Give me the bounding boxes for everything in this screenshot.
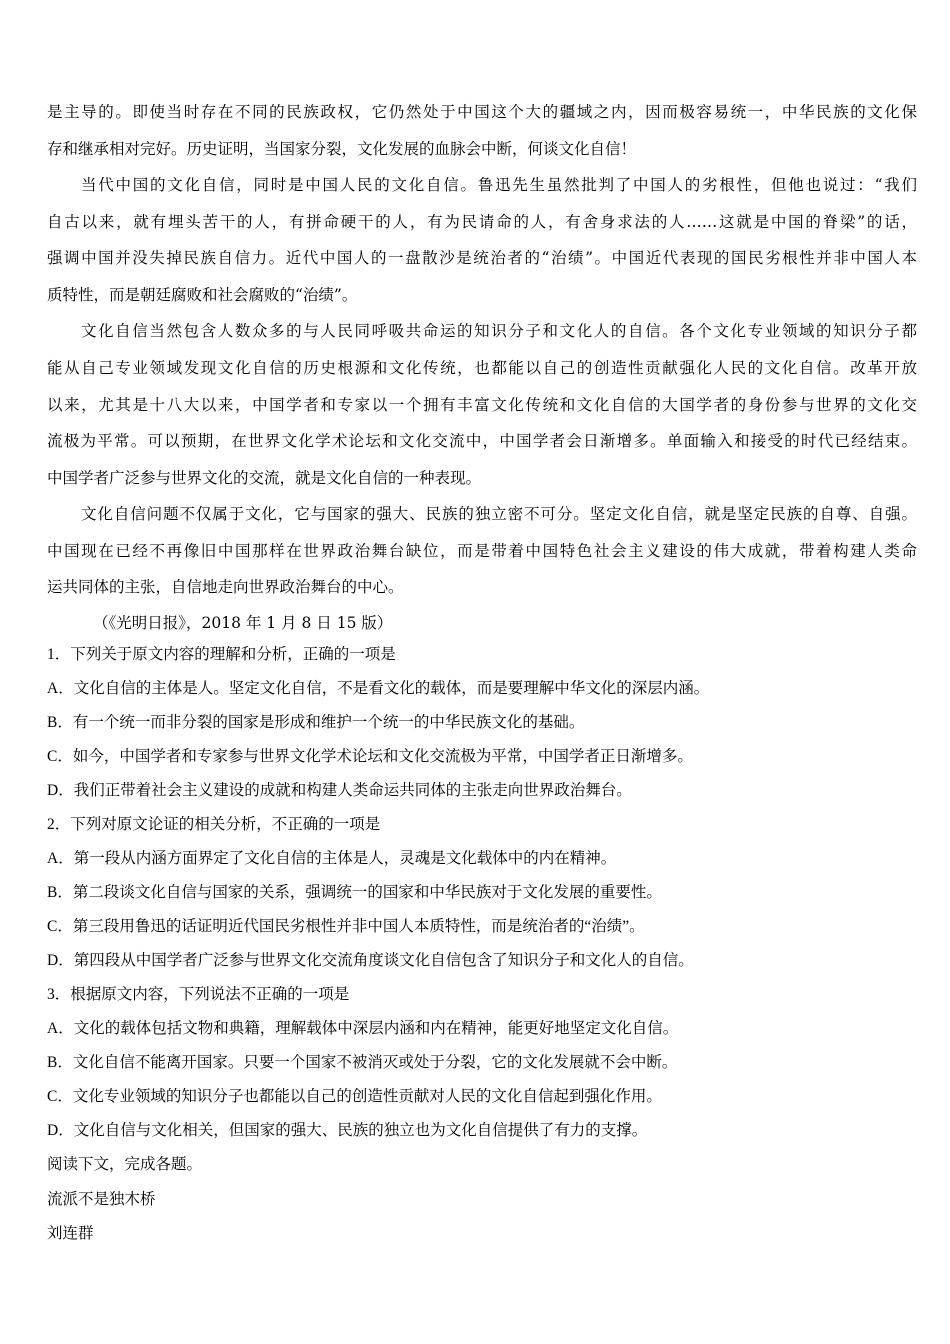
question-option: A．文化的载体包括文物和典籍，理解载体中深层内涵和内在精神，能更好地坚定文化自信。 <box>47 1020 679 1037</box>
question-option: A．文化自信的主体是人。坚定文化自信，不是看文化的载体，而是要理解中华文化的深层内涵。 <box>47 680 710 697</box>
passage-line: 强调中国并没失掉民族自信力。近代中国人的一盘散沙是统治者的“治绩”。中国近代表现的国民劣根性并非中国人本 <box>47 249 917 267</box>
section-instruction: 阅读下文，完成各题。 <box>47 1156 203 1173</box>
passage-line: 文化自信当然包含人数众多的与人民同呼吸共命运的知识分子和文化人的自信。各个文化专业领域的知识分子都 <box>81 322 917 340</box>
passage-line: 是主导的。即使当时存在不同的民族政权，它仍然处于中国这个大的疆域之内，因而极容易统一，中华民族的文化保 <box>47 103 917 121</box>
passage-line: 文化自信问题不仅属于文化，它与国家的强大、民族的独立密不可分。坚定文化自信，就是坚定民族的自尊、自强。 <box>81 505 917 523</box>
passage-line: 质特性，而是朝廷腐败和社会腐败的“治绩”。 <box>47 286 358 304</box>
passage-line: 能从自己专业领域发现文化自信的历史根源和文化传统，也都能以自己的创造性贡献强化人民的文化自信。改革开放 <box>47 359 917 377</box>
passage-line: 中国学者广泛参与世界文化的交流，就是文化自信的一种表现。 <box>47 469 482 487</box>
question-option: D．我们正带着社会主义建设的成就和构建人类命运共同体的主张走向世界政治舞台。 <box>47 782 632 799</box>
passage-line: 自古以来，就有埋头苦干的人，有拼命硬干的人，有为民请命的人，有舍身求法的人……这就是中国的脊梁”的话， <box>47 213 917 231</box>
passage-line: 当代中国的文化自信，同时是中国人民的文化自信。鲁迅先生虽然批判了中国人的劣根性，但他也说过：“我们 <box>81 176 917 194</box>
passage-line: 中国现在已经不再像旧中国那样在世界政治舞台缺位，而是带着中国特色社会主义建设的伟大成就，带着构建人类命 <box>47 542 917 560</box>
question-option: B．文化自信不能离开国家。只要一个国家不被消灭或处于分裂，它的文化发展就不会中断。 <box>47 1054 678 1071</box>
question-option: C．如今，中国学者和专家参与世界文化学术论坛和文化交流极为平常，中国学者正日渐增多。 <box>47 748 693 765</box>
question-option: A．第一段从内涵方面界定了文化自信的主体是人，灵魂是文化载体中的内在精神。 <box>47 850 617 867</box>
question-option: C．文化专业领域的知识分子也都能以自己的创造性贡献对人民的文化自信起到强化作用。 <box>47 1088 662 1105</box>
passage-source: （《光明日报》，2018 年 1 月 8 日 15 版） <box>93 614 393 632</box>
question-stem: 2．下列对原文论证的相关分析，不正确的一项是 <box>47 816 381 833</box>
question-stem: 1．下列关于原文内容的理解和分析，正确的一项是 <box>47 646 396 663</box>
question-option: B．有一个统一而非分裂的国家是形成和维护一个统一的中华民族文化的基础。 <box>47 714 585 731</box>
question-option: B．第二段谈文化自信与国家的关系，强调统一的国家和中华民族对于文化发展的重要性。 <box>47 884 662 901</box>
article-title: 流派不是独木桥 <box>47 1190 156 1208</box>
passage-line: 以来，尤其是十八大以来，中国学者和专家以一个拥有丰富文化传统和文化自信的大国学者的身份参与世界的文化交 <box>47 396 917 414</box>
passage-line: 流极为平常。可以预期，在世界文化学术论坛和文化交流中，中国学者会日渐增多。单面输入和接受的时代已经结束。 <box>47 432 917 450</box>
question-option: D．文化自信与文化相关，但国家的强大、民族的独立也为文化自信提供了有力的支撑。 <box>47 1122 648 1139</box>
passage-line: 运共同体的主张，自信地走向世界政治舞台的中心。 <box>47 578 404 596</box>
question-stem: 3．根据原文内容，下列说法不正确的一项是 <box>47 986 350 1003</box>
passage-line: 存和继承相对完好。历史证明，当国家分裂，文化发展的血脉会中断，何谈文化自信！ <box>47 140 637 158</box>
article-author: 刘连群 <box>47 1224 94 1242</box>
question-option: D．第四段从中国学者广泛参与世界文化交流角度谈文化自信包含了知识分子和文化人的自信。 <box>47 952 694 969</box>
question-option: C．第三段用鲁迅的话证明近代国民劣根性并非中国人本质特性，而是统治者的“治绩”。 <box>47 918 645 935</box>
